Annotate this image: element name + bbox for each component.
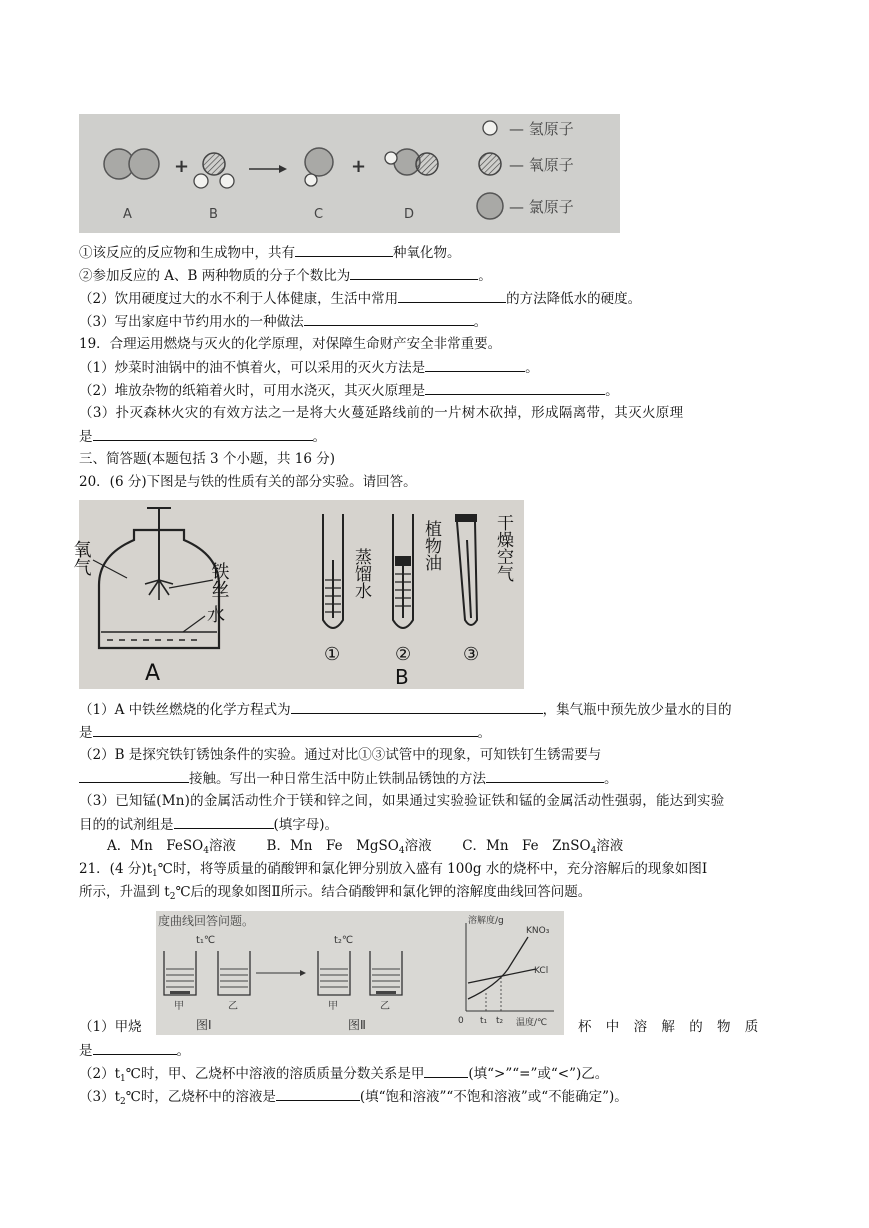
beaker-1: 甲 [174,1001,184,1012]
answer-blank[interactable] [93,722,478,737]
q21-3: $(3)t_2℃$时，乙烧杯中的溶液是 (填“饱和溶液”“不饱和溶液”或“不能确定”)。 [79,1086,628,1112]
tick-t1: t₁ [480,1016,488,1026]
answer-blank[interactable] [79,768,189,783]
answer-blank[interactable] [425,380,605,395]
answer-blank[interactable] [93,426,313,441]
q21-title: 21．(4 分)$t_1℃$时，将等质量的硝酸钾和氯化钾分别放入盛有 100g 水的烧杯中，充分溶解后的现象如图Ⅰ [79,861,708,879]
label-a: A [123,207,132,222]
q19-1: （1）炒菜时油锅中的油不慎着火，可以采用的灭火方法是 。 [79,357,539,378]
fig2-dry-air: 干燥空气 [493,514,513,582]
q19-3b: 是 。 [79,426,326,447]
beaker-4: 乙 [380,1001,390,1012]
q20-2b: 接触。写出一种日常生活中防止铁制品锈蚀的方法 。 [79,768,618,789]
svg-text:+: + [174,156,190,177]
answer-blank[interactable] [304,311,474,326]
series-kno3: KNO₃ [526,926,550,936]
answer-blank[interactable] [424,1063,468,1078]
legend-h: — 氢原子 [509,120,574,138]
label-c: C [314,207,324,222]
x-axis-label: 温度/℃ [516,1018,548,1028]
iron-experiment-figure [70,500,524,689]
q20-1: （1）A 中铁丝燃烧的化学方程式为 ，集气瓶中预先放少量水的目的 [79,699,732,720]
tick-0: 0 [458,1016,464,1026]
q18-2: （2）饮用硬度过大的水不利于人体健康，生活中常用 的方法降低水的硬度。 [79,288,641,309]
q19-3: （3）扑灭森林火灾的有效方法之一是将大火蔓延路线前的一片树木砍掉，形成隔离带，其灭火原理 [79,405,684,421]
answer-blank[interactable] [350,265,478,280]
fig2-water: 水 [207,605,225,626]
q20-title: 20．(6 分)下图是与铁的性质有关的部分实验。请回答。 [79,474,417,490]
q21-2: $(2)t_1℃$时，甲、乙烧杯中溶液的溶质质量分数关系是甲 (填“>”“=”或“<”)乙。 [79,1063,608,1089]
svg-text:+: + [351,156,367,177]
solubility-figure [156,911,564,1035]
q21-1b: 是 。 [79,1040,190,1061]
fig2-tube2: ② [395,644,412,665]
answer-blank[interactable] [174,814,274,829]
fig2-tube3: ③ [463,644,480,665]
reaction-diagram [79,114,620,233]
answer-blank[interactable] [486,768,604,783]
q21-1: （1）甲烧 [79,1019,142,1035]
beaker-3: 甲 [328,1001,338,1012]
option-c[interactable]: C．Mn Fe ZnSO$_4$溶液 [462,838,624,856]
kno3-curve [468,937,528,999]
fig-i-label: 图Ⅰ [196,1018,212,1032]
q20-3b: 目的的试剂组是 (填字母)。 [79,814,338,835]
answer-blank[interactable] [398,288,506,303]
series-kcl: KCl [534,966,549,976]
fig2-distilled: 蒸馏水 [351,548,371,599]
answer-blank[interactable] [291,699,543,714]
legend-o: — 氧原子 [509,156,574,174]
q20-options [107,836,623,861]
beaker-2: 乙 [228,1001,238,1012]
q18-sub1: ①该反应的反应物和生成物中，共有 种氧化物。 [79,242,461,263]
answer-blank[interactable] [93,1040,177,1055]
fig2-oil: 植物油 [421,520,441,571]
q19-2: （2）堆放杂物的纸箱着火时，可用水浇灭，其灭火原理是 。 [79,380,619,401]
q18-sub2: ②参加反应的 A、B 两种物质的分子个数比为 。 [79,265,492,286]
fig2-oxygen: 氧气 [70,540,92,576]
fig-ii-label: 图Ⅱ [348,1018,366,1032]
q21-1-right: 杯 中 溶 解 的 物 质 [578,1019,759,1035]
fig3-t1: t₁℃ [196,935,216,946]
option-b[interactable]: B．Mn Fe MgSO$_4$溶液 [266,838,432,856]
q18-3: （3）写出家庭中节约用水的一种做法 。 [79,311,487,332]
answer-blank[interactable] [295,242,393,257]
answer-blank[interactable] [276,1086,360,1101]
fig3-t2: t₂℃ [334,935,354,946]
kcl-curve [468,969,536,983]
q20-3: （3）已知锰(Mn)的金属活动性介于镁和锌之间，如果通过实验验证铁和锰的金属活动性强弱，能达到实验 [79,793,725,809]
section-3-title: 三、简答题(本题包括 3 个小题，共 16 分) [79,451,335,467]
q21-title-b: 所示，升温到 $t_2℃$后的现象如图Ⅱ所示。结合硝酸钾和氯化钾的溶解度曲线回答问题。 [79,884,592,902]
fig3-header: 度曲线回答问题。 [158,914,255,928]
q19-title: 19．合理运用燃烧与灭火的化学原理，对保障生命财产安全非常重要。 [79,336,502,352]
label-d: D [404,207,415,222]
q20-1b: 是 。 [79,722,491,743]
y-axis-label: 溶解度/g [468,916,504,926]
fig2-wire: 铁丝 [208,562,230,598]
option-a[interactable]: A．Mn FeSO$_4$溶液 [107,838,236,856]
q20-2: （2）B 是探究铁钉锈蚀条件的实验。通过对比①③试管中的现象，可知铁钉生锈需要与 [79,747,602,763]
fig2-label-b: B [395,665,409,689]
legend-cl: — 氯原子 [509,198,574,216]
answer-blank[interactable] [425,357,525,372]
fig2-tube1: ① [324,644,341,665]
fig2-label-a: A [145,661,161,686]
label-b: B [209,207,218,222]
tick-t2: t₂ [496,1016,504,1026]
